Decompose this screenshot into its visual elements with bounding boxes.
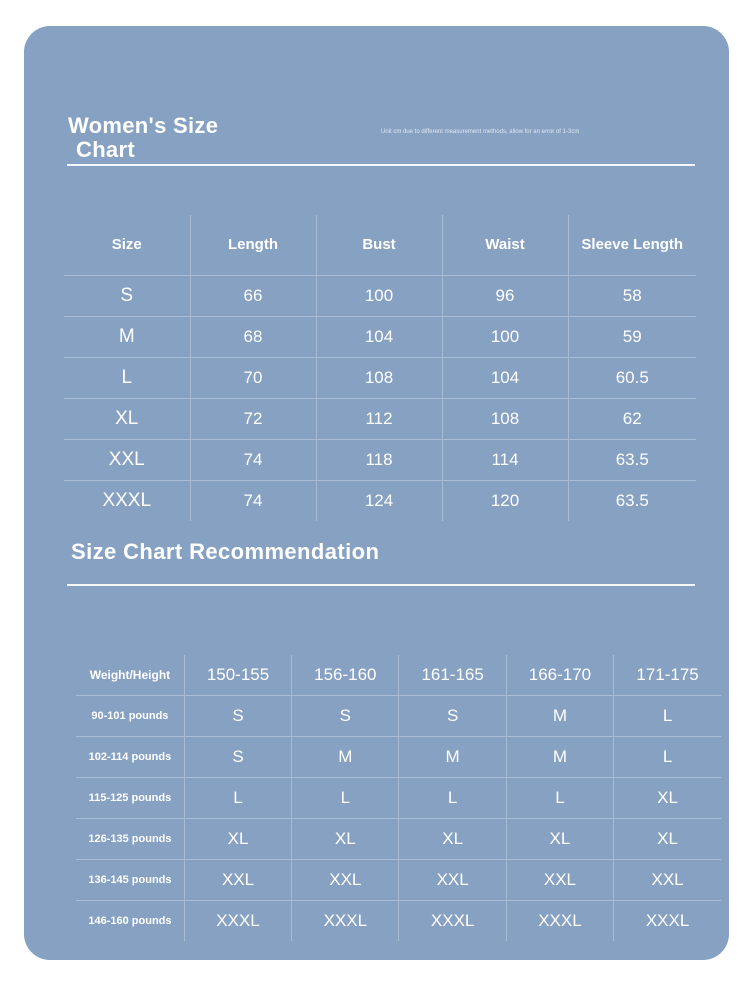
- size-cell: XXXL: [506, 901, 613, 942]
- size-cell: XXXL: [184, 901, 291, 942]
- size-cell: L: [506, 778, 613, 819]
- size-cell: XL: [64, 399, 190, 440]
- table-row: [76, 696, 721, 737]
- title-line-2: Chart: [76, 137, 135, 162]
- size-cell: XXL: [64, 440, 190, 481]
- waist-cell: 120: [442, 481, 568, 522]
- table-row: [76, 860, 721, 901]
- size-cell: L: [399, 778, 506, 819]
- size-cell: XXL: [292, 860, 399, 901]
- sleeve-cell: 59: [568, 317, 696, 358]
- bust-cell: 100: [316, 276, 442, 317]
- table-row: [76, 737, 721, 778]
- table-header-row: [76, 655, 721, 696]
- size-cell: L: [292, 778, 399, 819]
- height-header: 150-155: [184, 655, 291, 696]
- size-cell: M: [64, 317, 190, 358]
- waist-cell: 96: [442, 276, 568, 317]
- size-cell: XL: [506, 819, 613, 860]
- table-row: [64, 440, 696, 481]
- length-cell: 70: [190, 358, 316, 399]
- table-row: [64, 481, 696, 522]
- header-waist: Waist: [442, 215, 568, 276]
- size-cell: S: [184, 737, 291, 778]
- size-cell: XXL: [614, 860, 721, 901]
- table-row: [76, 778, 721, 819]
- sleeve-cell: 62: [568, 399, 696, 440]
- table-row: [64, 317, 696, 358]
- length-cell: 72: [190, 399, 316, 440]
- size-cell: L: [614, 696, 721, 737]
- bust-cell: 108: [316, 358, 442, 399]
- bust-cell: 112: [316, 399, 442, 440]
- height-header: 171-175: [614, 655, 721, 696]
- weight-cell: 146-160 pounds: [76, 901, 184, 942]
- height-header: 156-160: [292, 655, 399, 696]
- size-cell: L: [614, 737, 721, 778]
- size-cell: XXL: [506, 860, 613, 901]
- height-header: 166-170: [506, 655, 613, 696]
- weight-height-corner-label: Weight/Height: [89, 668, 171, 682]
- waist-cell: 114: [442, 440, 568, 481]
- size-cell: L: [184, 778, 291, 819]
- weight-cell: 90-101 pounds: [76, 696, 184, 737]
- measurement-note: Unit cm due to different measurement methods, allow for an error of 1-3cm: [381, 129, 580, 135]
- bust-cell: 124: [316, 481, 442, 522]
- length-cell: 66: [190, 276, 316, 317]
- size-cell: S: [64, 276, 190, 317]
- size-cell: XL: [399, 819, 506, 860]
- header-length: Length: [190, 215, 316, 276]
- table-row: [64, 399, 696, 440]
- bust-cell: 104: [316, 317, 442, 358]
- header-sleeve-length: Sleeve Length: [568, 215, 696, 276]
- size-cell: M: [292, 737, 399, 778]
- title-line-1: Women's Size: [68, 113, 219, 138]
- size-cell: XXXL: [64, 481, 190, 522]
- size-cell: L: [64, 358, 190, 399]
- waist-cell: 100: [442, 317, 568, 358]
- size-cell: M: [506, 737, 613, 778]
- womens-size-chart-title: [68, 114, 268, 162]
- size-cell: XL: [614, 819, 721, 860]
- weight-cell: 136-145 pounds: [76, 860, 184, 901]
- size-measurement-table: [64, 215, 696, 521]
- weight-cell: 115-125 pounds: [76, 778, 184, 819]
- waist-cell: 104: [442, 358, 568, 399]
- size-cell: XXXL: [292, 901, 399, 942]
- sleeve-cell: 63.5: [568, 481, 696, 522]
- table-row: [64, 276, 696, 317]
- table-header-row: [64, 215, 696, 276]
- size-recommendation-table: [76, 655, 721, 941]
- length-cell: 68: [190, 317, 316, 358]
- size-cell: M: [506, 696, 613, 737]
- height-header: 161-165: [399, 655, 506, 696]
- size-cell: XXXL: [614, 901, 721, 942]
- size-cell: M: [399, 737, 506, 778]
- divider-line: [67, 164, 695, 166]
- size-recommendation-title: Size Chart Recommendation: [71, 539, 380, 564]
- size-cell: XXL: [399, 860, 506, 901]
- weight-cell: 126-135 pounds: [76, 819, 184, 860]
- size-cell: XL: [184, 819, 291, 860]
- size-cell: XXXL: [399, 901, 506, 942]
- divider-line: [67, 584, 695, 586]
- size-cell: XL: [614, 778, 721, 819]
- size-cell: XL: [292, 819, 399, 860]
- size-chart-card: [24, 26, 729, 960]
- size-cell: S: [399, 696, 506, 737]
- size-cell: XXL: [184, 860, 291, 901]
- sleeve-cell: 60.5: [568, 358, 696, 399]
- header-size: Size: [111, 236, 142, 253]
- table-row: [64, 358, 696, 399]
- length-cell: 74: [190, 481, 316, 522]
- sleeve-cell: 58: [568, 276, 696, 317]
- table-row: [76, 901, 721, 942]
- sleeve-cell: 63.5: [568, 440, 696, 481]
- weight-cell: 102-114 pounds: [76, 737, 184, 778]
- size-cell: S: [292, 696, 399, 737]
- size-cell: S: [184, 696, 291, 737]
- bust-cell: 118: [316, 440, 442, 481]
- length-cell: 74: [190, 440, 316, 481]
- table-row: [76, 819, 721, 860]
- header-bust: Bust: [316, 215, 442, 276]
- waist-cell: 108: [442, 399, 568, 440]
